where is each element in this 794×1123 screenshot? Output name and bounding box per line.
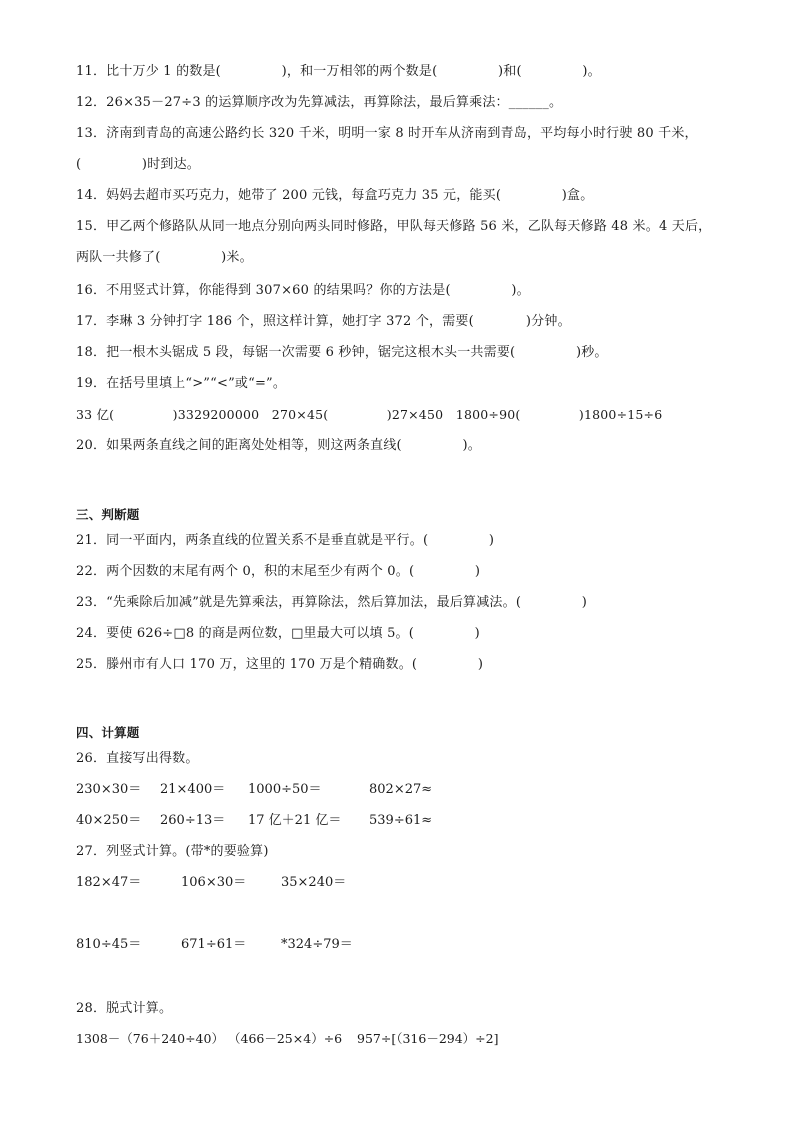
question-12: 12．26×35－27÷3 的运算顺序改为先算减法，再算除法，最后算乘法：______。 [76,95,563,110]
question-17: 17．李琳 3 分钟打字 186 个，照这样计算，她打字 372 个，需要( )分钟。 [76,314,571,329]
q27-item: 182×47＝ [76,875,142,890]
section-heading-judge: 三、判断题 [76,507,140,522]
q27-item: 35×240＝ [281,875,347,890]
question-21: 21．同一平面内，两条直线的位置关系不是垂直就是平行。( ) [76,533,495,548]
q26-item: 539÷61≈ [369,813,433,828]
question-15-line-1: 15．甲乙两个修路队从同一地点分别向两头同时修路，甲队每天修路 56 米，乙队每天修路 48 米。4 天后， [76,219,712,234]
q26-item: 1000÷50＝ [248,782,322,797]
q26-item: 260÷13＝ [160,813,226,828]
question-13-line-2: ( )时到达。 [76,157,200,172]
q28-item: 957÷[（316－294）÷2] [357,1031,499,1046]
q26-item: 21×400＝ [160,782,226,797]
q26-item: 230×30＝ [76,782,142,797]
question-26: 26．直接写出得数。 [76,751,199,766]
question-19: 19．在括号里填上“>”“<”或“=”。 [76,376,287,391]
section-heading-calc: 四、计算题 [76,725,140,740]
question-14: 14．妈妈去超市买巧克力，她带了 200 元钱，每盒巧克力 35 元，能买( )盒。 [76,188,594,203]
question-22: 22．两个因数的末尾有两个 0，积的末尾至少有两个 0。( ) [76,564,481,579]
q27-item: *324÷79＝ [281,937,353,952]
q26-item: 17 亿＋21 亿＝ [248,813,342,828]
q27-item: 810÷45＝ [76,937,142,952]
question-23: 23．“先乘除后加减”就是先算乘法，再算除法，然后算加法，最后算减法。( ) [76,595,588,610]
question-18: 18．把一根木头锯成 5 段，每锯一次需要 6 秒钟，锯完这根木头一共需要( )秒。 [76,345,608,360]
question-24: 24．要使 626÷□8 的商是两位数，□里最大可以填 5。( ) [76,626,480,641]
question-19-items: 33 亿( )3329200000 270×45( )27×450 1800÷90( )1800÷15÷6 [76,407,663,422]
q27-item: 671÷61＝ [181,937,247,952]
q26-item: 802×27≈ [369,782,433,797]
question-11: 11．比十万少 1 的数是( )，和一万相邻的两个数是( )和( )。 [76,64,601,79]
q27-item: 106×30＝ [181,875,247,890]
question-13-line-1: 13．济南到青岛的高速公路约长 320 千米，明明一家 8 时开车从济南到青岛，平均每小时行驶 80 千米， [76,126,698,141]
question-28: 28．脱式计算。 [76,1001,173,1016]
q28-item: （466－25×4）÷6 [228,1031,343,1046]
q26-item: 40×250＝ [76,813,142,828]
question-15-line-2: 两队一共修了( )米。 [76,250,253,265]
question-25: 25．滕州市有人口 170 万，这里的 170 万是个精确数。( ) [76,657,484,672]
question-20: 20．如果两条直线之间的距离处处相等，则这两条直线( )。 [76,438,481,453]
q28-item: 1308－（76＋240÷40） [76,1031,224,1046]
question-16: 16．不用竖式计算，你能得到 307×60 的结果吗？你的方法是( )。 [76,283,530,298]
question-27: 27．列竖式计算。(带*的要验算) [76,844,269,859]
